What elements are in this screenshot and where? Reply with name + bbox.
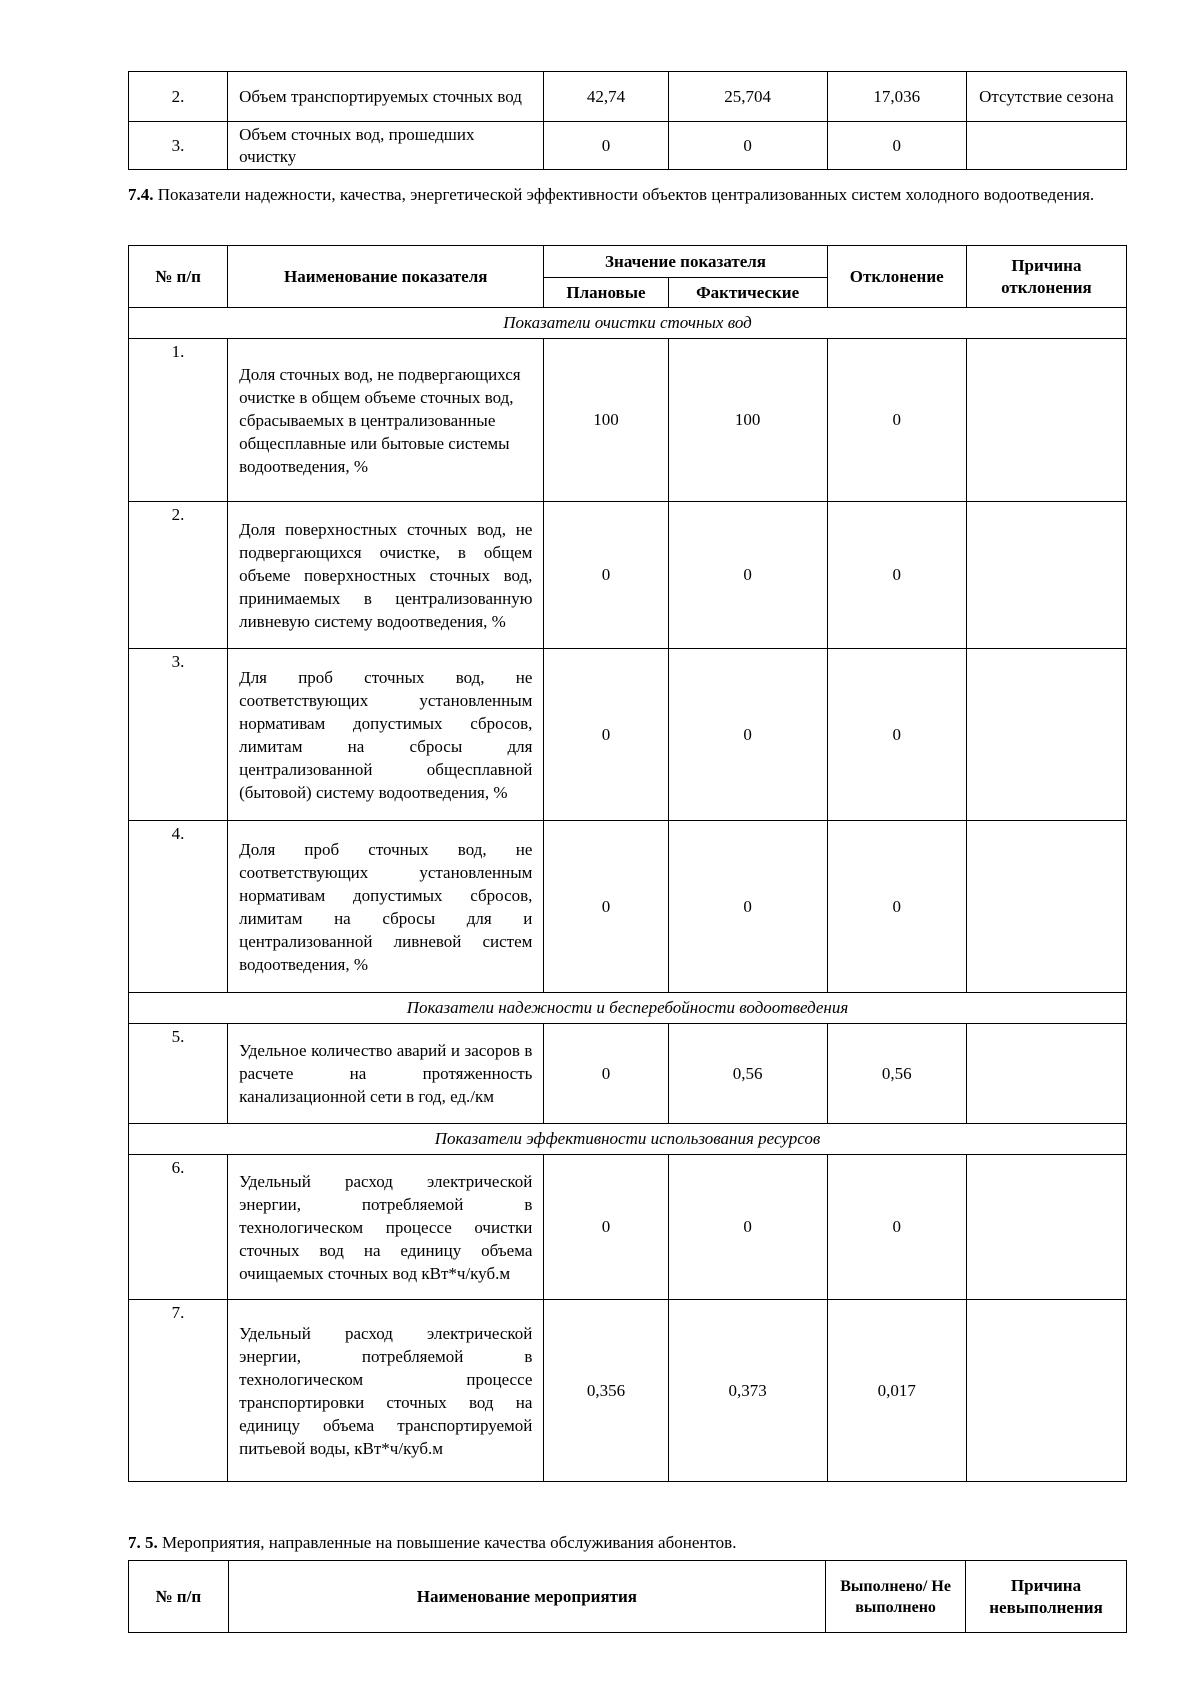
deviation-reason [966, 339, 1126, 502]
row-number: 4. [129, 821, 228, 993]
row-number: 1. [129, 339, 228, 502]
deviation-value: 0 [827, 502, 966, 649]
deviation-value: 0 [827, 821, 966, 993]
section-7-5-heading [128, 1531, 1127, 1555]
deviation-value: 0,017 [827, 1300, 966, 1482]
header-done: Выполнено/ Не выполнено [826, 1561, 966, 1633]
fact-value: 0,373 [668, 1300, 827, 1482]
fact-value: 0 [668, 821, 827, 993]
row-number: 3. [129, 122, 228, 170]
row-number: 3. [129, 649, 228, 821]
plan-value: 42,74 [544, 72, 668, 122]
fact-value: 0 [668, 1155, 827, 1300]
deviation-reason [966, 1300, 1126, 1482]
table-row [129, 649, 1127, 821]
header-num: № п/п [129, 1561, 229, 1633]
indicator-name: Объем транспортируемых сточных вод [228, 72, 544, 122]
header-measure-name: Наименование мероприятия [228, 1561, 826, 1633]
plan-value: 0 [544, 122, 668, 170]
deviation-reason [966, 122, 1126, 170]
measures-table [128, 1560, 1127, 1633]
deviation-value: 0 [827, 649, 966, 821]
group-row [129, 993, 1127, 1024]
table-row [129, 1155, 1127, 1300]
plan-value: 0 [544, 1024, 668, 1124]
indicator-name: Удельный расход электрической энергии, потребляемой в технологическом процессе транспортировки сточных вод на единицу объема транспортируемой питьевой воды, кВт*ч/куб.м [228, 1300, 544, 1482]
fact-value: 100 [668, 339, 827, 502]
fact-value: 0,56 [668, 1024, 827, 1124]
group-title: Показатели эффективности использования ресурсов [129, 1124, 1127, 1155]
header-num: № п/п [129, 246, 228, 308]
fact-value: 0 [668, 502, 827, 649]
header-reason: Причина невыполнения [966, 1561, 1127, 1633]
indicator-name: Объем сточных вод, прошедших очистку [228, 122, 544, 170]
deviation-reason [966, 502, 1126, 649]
fact-value: 0 [668, 122, 827, 170]
plan-value: 0 [544, 821, 668, 993]
plan-value: 100 [544, 339, 668, 502]
table-row [129, 72, 1127, 122]
header-value: Значение показателя [544, 246, 827, 278]
group-title: Показатели очистки сточных вод [129, 308, 1127, 339]
header-plan: Плановые [544, 278, 668, 308]
table-row [129, 1300, 1127, 1482]
plan-value: 0,356 [544, 1300, 668, 1482]
indicator-name: Доля сточных вод, не подвергающихся очистке в общем объеме сточных вод, сбрасываемых в централизованные общесплавные или бытовые системы водоотведения, % [228, 339, 544, 502]
deviation-value: 17,036 [827, 72, 966, 122]
indicator-name: Доля проб сточных вод, не соответствующих установленным нормативам допустимых сбросов, лимитам на сбросы для и централизованной ливневой систем водоотведения, % [228, 821, 544, 993]
deviation-value: 0 [827, 1155, 966, 1300]
deviation-reason [966, 1024, 1126, 1124]
row-number: 7. [129, 1300, 228, 1482]
plan-value: 0 [544, 1155, 668, 1300]
deviation-value: 0 [827, 122, 966, 170]
row-number: 6. [129, 1155, 228, 1300]
group-title: Показатели надежности и бесперебойности водоотведения [129, 993, 1127, 1024]
header-row [129, 1561, 1127, 1633]
table-row [129, 1024, 1127, 1124]
deviation-value: 0 [827, 339, 966, 502]
deviation-reason [966, 649, 1126, 821]
indicators-table [128, 245, 1127, 1482]
table-row [129, 502, 1127, 649]
fact-value: 25,704 [668, 72, 827, 122]
deviation-reason [966, 1155, 1126, 1300]
section-number: 7.4. [128, 185, 154, 204]
table-row [129, 122, 1127, 170]
table-row [129, 339, 1127, 502]
fact-value: 0 [668, 649, 827, 821]
deviation-value: 0,56 [827, 1024, 966, 1124]
plan-value: 0 [544, 502, 668, 649]
section-text: Мероприятия, направленные на повышение качества обслуживания абонентов. [162, 1533, 737, 1552]
deviation-reason [966, 821, 1126, 993]
header-name: Наименование показателя [228, 246, 544, 308]
header-fact: Фактические [668, 278, 827, 308]
row-number: 2. [129, 502, 228, 649]
row-number: 5. [129, 1024, 228, 1124]
deviation-reason: Отсутствие сезона [966, 72, 1126, 122]
section-number: 7. 5. [128, 1533, 158, 1552]
header-reason: Причина отклонения [966, 246, 1126, 308]
top-volume-table [128, 71, 1127, 170]
indicator-name: Удельный расход электрической энергии, потребляемой в технологическом процессе очистки сточных вод на единицу объема очищаемых сточных вод кВт*ч/куб.м [228, 1155, 544, 1300]
row-number: 2. [129, 72, 228, 122]
table-row [129, 821, 1127, 993]
header-row [129, 246, 1127, 278]
plan-value: 0 [544, 649, 668, 821]
group-row [129, 308, 1127, 339]
section-7-4-heading [128, 183, 1127, 207]
indicator-name: Удельное количество аварий и засоров в расчете на протяженность канализационной сети в год, ед./км [228, 1024, 544, 1124]
header-deviation: Отклонение [827, 246, 966, 308]
section-text: Показатели надежности, качества, энергетической эффективности объектов централизованных систем холодного водоотведения. [157, 185, 1095, 204]
indicator-name: Для проб сточных вод, не соответствующих установленным нормативам допустимых сбросов, лимитам на сбросы для централизованной общесплавной (бытовой) систему водоотведения, % [228, 649, 544, 821]
group-row [129, 1124, 1127, 1155]
indicator-name: Доля поверхностных сточных вод, не подвергающихся очистке, в общем объеме поверхностных сточных вод, принимаемых в централизованную ливневую систему водоотведения, % [228, 502, 544, 649]
